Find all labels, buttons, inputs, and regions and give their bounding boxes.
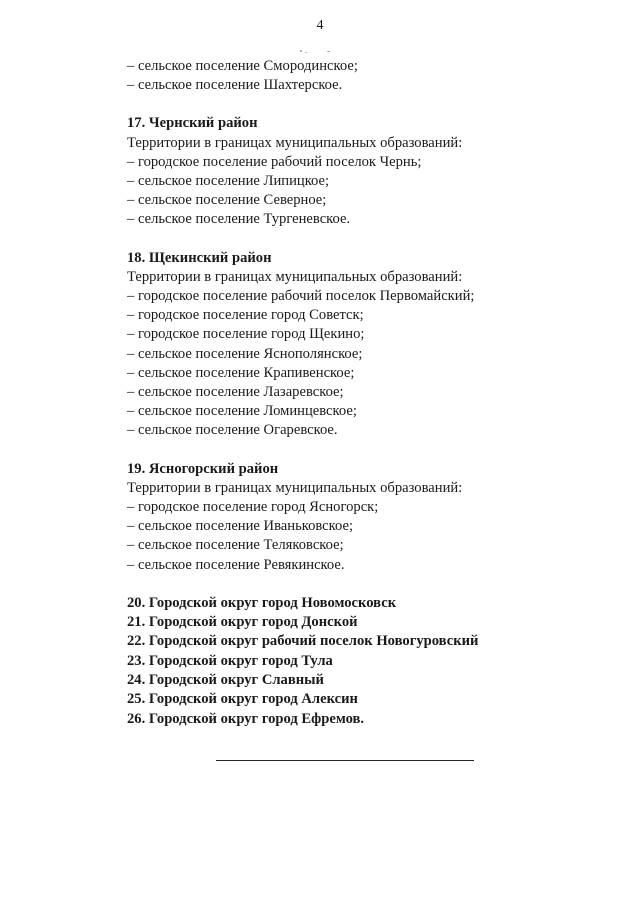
district-heading: 22. Городской округ рабочий поселок Новогуровский <box>127 633 479 650</box>
intro-list <box>127 57 607 95</box>
document-body <box>127 57 607 729</box>
list-item: – городское поселение город Ясногорск; <box>127 499 379 516</box>
list-item: – сельское поселение Иваньковское; <box>127 518 354 535</box>
district-heading: 25. Городской округ город Алексин <box>127 691 358 708</box>
end-divider <box>216 760 474 761</box>
list-item: – сельское поселение Тургеневское. <box>127 211 351 228</box>
section-yasnogorsky <box>127 460 607 575</box>
list-item: – сельское поселение Ломинцевское; <box>127 403 357 420</box>
list-item: – сельское поселение Лазаревское; <box>127 384 344 401</box>
list-item: – городское поселение рабочий поселок Первомайский; <box>127 288 475 305</box>
section-subtitle: Территории в границах муниципальных образований: <box>127 479 463 496</box>
district-heading: 24. Городской округ Славный <box>127 672 324 689</box>
list-item: – сельское поселение Липицкое; <box>127 173 330 190</box>
list-item: – сельское поселение Крапивенское; <box>127 364 355 381</box>
district-heading: 23. Городской округ город Тула <box>127 652 333 669</box>
urban-districts-list <box>127 594 607 729</box>
list-item: – сельское поселение Шахтерское. <box>127 77 343 94</box>
section-subtitle: Территории в границах муниципальных образований: <box>127 268 463 285</box>
list-item: – сельское поселение Северное; <box>127 192 327 209</box>
list-item: – сельское поселение Огаревское. <box>127 422 338 439</box>
section-shchekinsky <box>127 249 607 441</box>
list-item: – городское поселение рабочий поселок Чернь; <box>127 153 422 170</box>
list-item: – городское поселение город Советск; <box>127 307 364 324</box>
section-heading: 19. Ясногорский район <box>127 460 279 477</box>
district-heading: 20. Городской округ город Новомосковск <box>127 594 397 611</box>
district-heading: 21. Городской округ город Донской <box>127 614 358 631</box>
list-item: – сельское поселение Смородинское; <box>127 58 358 74</box>
section-subtitle: Территории в границах муниципальных образований: <box>127 134 463 151</box>
page-number: 4 <box>316 18 324 33</box>
section-chernsky <box>127 114 607 229</box>
section-heading: 18. Щекинский район <box>127 249 272 266</box>
scan-speck <box>305 52 307 53</box>
district-heading: 26. Городской округ город Ефремов. <box>127 710 365 727</box>
list-item: – сельское поселение Яснополянское; <box>127 345 363 362</box>
list-item: – сельское поселение Теляковское; <box>127 537 344 554</box>
scan-speck <box>300 50 302 52</box>
section-heading: 17. Чернский район <box>127 115 258 132</box>
list-item: – сельское поселение Ревякинское. <box>127 556 345 573</box>
list-item: – городское поселение город Щекино; <box>127 326 365 343</box>
scan-speck <box>327 51 330 52</box>
